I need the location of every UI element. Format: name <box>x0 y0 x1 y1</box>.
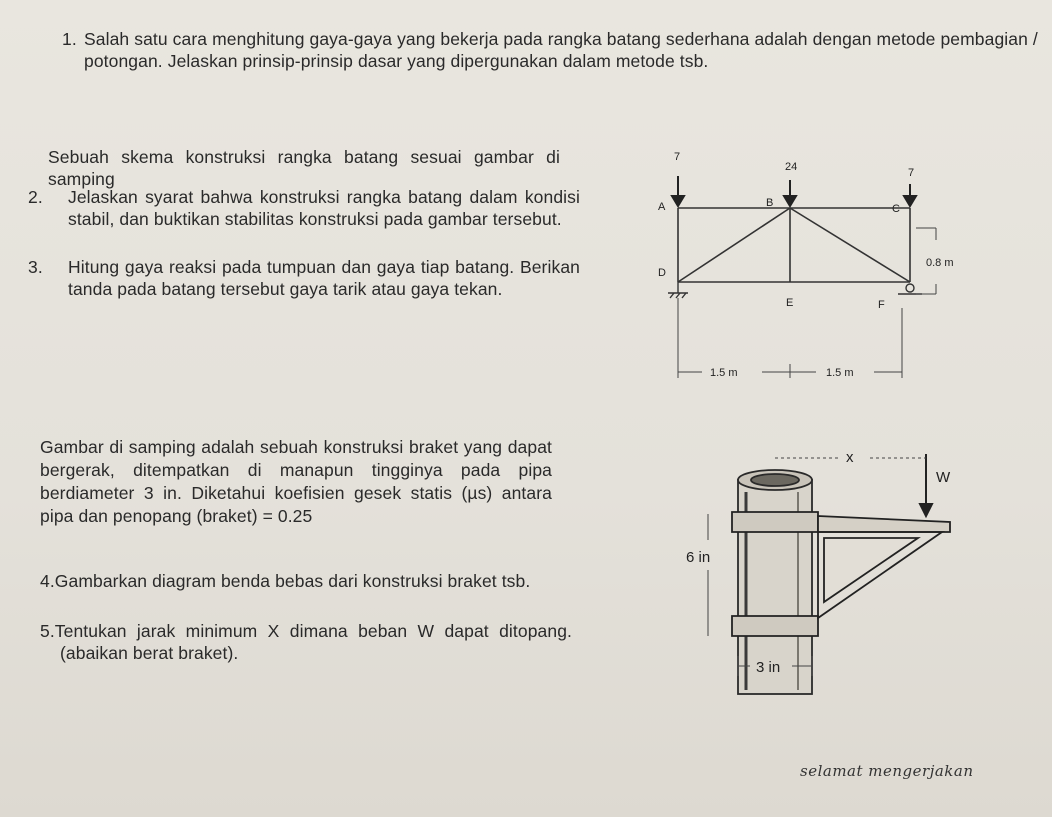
member-BF <box>790 208 910 282</box>
question-5-number: 5. <box>40 621 55 641</box>
diameter-3in-label: 3 in <box>756 659 781 676</box>
bracket-diagram <box>680 440 980 700</box>
load-A-label: 7 <box>674 151 681 163</box>
support-F <box>898 284 922 294</box>
upper-collar <box>732 512 818 532</box>
node-C-label: C <box>892 203 900 215</box>
question-1-number: 1. <box>62 29 77 49</box>
question-5 <box>40 620 572 664</box>
truss-intro: Sebuah skema konstruksi rangka batang sesuai gambar di samping <box>48 147 560 189</box>
load-W-label: W <box>936 469 951 486</box>
bracket-paragraph: Gambar di samping adalah sebuah konstruksi braket yang dapat bergerak, ditempatkan di manapun tingginya pada pipa berdiameter 3 in. Diketahui koefisien gesek statis (µs) antara pipa dan penopang (braket) = 0.25 <box>40 437 552 526</box>
height-6in-label: 6 in <box>686 549 711 566</box>
question-2-text: Jelaskan syarat bahwa konstruksi rangka batang dalam kondisi stabil, dan buktikan stabilitas konstruksi pada gambar tersebut. <box>68 187 580 229</box>
x-label: x <box>846 449 854 466</box>
question-3-number: 3. <box>28 257 43 277</box>
load-W-arrow <box>920 504 932 516</box>
question-1 <box>62 28 1044 72</box>
height-label: 0.8 m <box>926 257 954 269</box>
load-arrow-B <box>784 196 796 206</box>
node-F-label: F <box>878 299 885 311</box>
closing-note: selamat mengerjakan <box>800 762 974 780</box>
question-3-text: Hitung gaya reaksi pada tumpuan dan gaya tiap batang. Berikan tanda pada batang tersebut gaya tarik atau gaya tekan. <box>68 257 580 299</box>
member-DB <box>678 208 790 282</box>
node-B-label: B <box>766 197 774 209</box>
load-B-label: 24 <box>785 161 798 173</box>
question-4-text: Gambarkan diagram benda bebas dari konstruksi braket tsb. <box>54 571 531 591</box>
question-2 <box>28 186 580 230</box>
bracket-arm <box>818 516 950 618</box>
truss-diagram <box>640 148 960 398</box>
span-right-label: 1.5 m <box>826 367 854 379</box>
span-left-label: 1.5 m <box>710 367 738 379</box>
load-arrow-A <box>672 196 684 206</box>
question-4-number: 4. <box>40 571 55 591</box>
question-4 <box>40 570 572 592</box>
question-1-text: Salah satu cara menghitung gaya-gaya yang bekerja pada rangka batang sederhana adalah dengan metode pembagian / potongan. Jelaskan prinsip-prinsip dasar yang dipergunakan dalam metode tsb. <box>84 29 1038 71</box>
node-A-label: A <box>658 201 666 213</box>
question-2-number: 2. <box>28 187 43 207</box>
node-D-label: D <box>658 267 666 279</box>
load-C-label: 7 <box>908 167 915 179</box>
lower-collar <box>732 616 818 636</box>
node-E-label: E <box>786 297 794 309</box>
support-D <box>668 282 688 298</box>
question-3 <box>28 256 580 300</box>
load-arrow-C <box>904 196 916 206</box>
question-5-text: Tentukan jarak minimum X dimana beban W dapat ditopang. (abaikan berat braket). <box>54 621 572 663</box>
